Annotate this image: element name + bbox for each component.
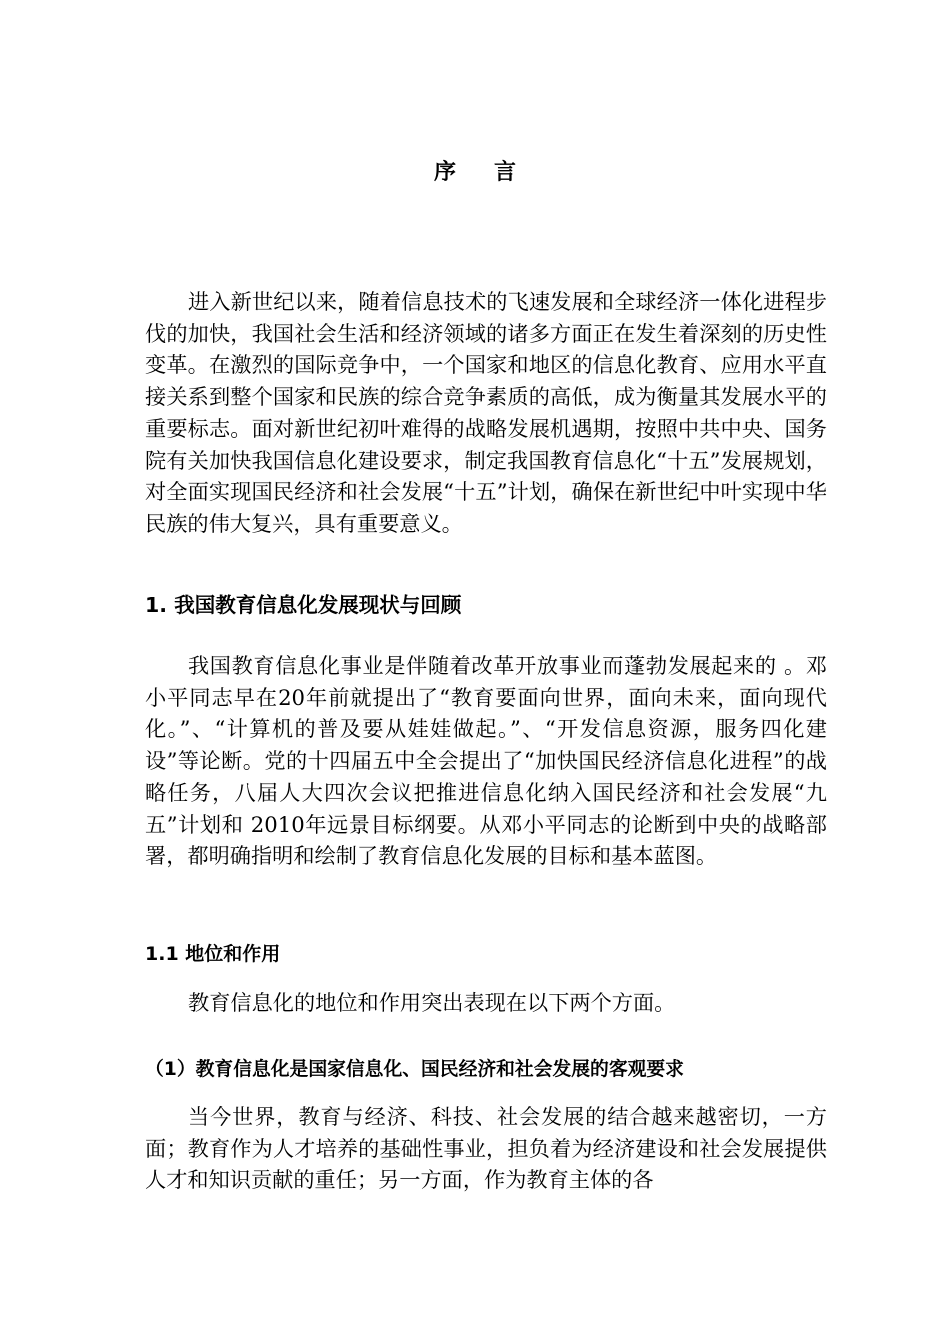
section-1-heading: 1. 我国教育信息化发展现状与回顾 (145, 593, 462, 617)
subsection-1-paragraph: 当今世界，教育与经济、科技、社会发展的结合越来越密切，一方面；教育作为人才培养的基础性事业，担负着为经济建设和社会发展提供人才和知识贡献的重任；另一方面，作为教育主体的各 (145, 1104, 827, 1193)
section-1-1-heading: 1.1 地位和作用 (145, 943, 281, 965)
page-title: 序言 (433, 160, 554, 185)
intro-paragraph: 进入新世纪以来，随着信息技术的飞速发展和全球经济一体化进程步伐的加快，我国社会生活和经济领域的诸多方面正在发生着深刻的历史性变革。在激烈的国际竞争中，一个国家和地区的信息化教育、应用水平直接关系到整个国家和民族的综合竞争素质的高低，成为衡量其发展水平的重要标志。面对新世纪初叶难得的战略发展机遇期，按照中共中央、国务院有关加快我国信息化建设要求，制定我国教育信息化“十五”发展规划，对全面实现国民经济和社会发展“十五”计划，确保在新世纪中叶实现中华民族的伟大复兴，具有重要意义。 (145, 289, 827, 536)
section-1-1-paragraph: 教育信息化的地位和作用突出表现在以下两个方面。 (188, 990, 676, 1015)
subsection-1-heading: （1）教育信息化是国家信息化、国民经济和社会发展的客观要求 (145, 1059, 684, 1080)
section-1-paragraph: 我国教育信息化事业是伴随着改革开放事业而蓬勃发展起来的 。邓小平同志早在20年前就提出了“教育要面向世界，面向未来，面向现代化。”、“计算机的普及要从娃娃做起。”、“开发信息资源，服务四化建设”等论断。党的十四届五中全会提出了“加快国民经济信息化进程”的战略任务，八届人大四次会议把推进信息化纳入国民经济和社会发展“九五”计划和 2010年远景目标纲要。从邓小平同志的论断到中央的战略部署，都明确指明和绘制了教育信息化发展的目标和基本蓝图。 (145, 653, 827, 869)
